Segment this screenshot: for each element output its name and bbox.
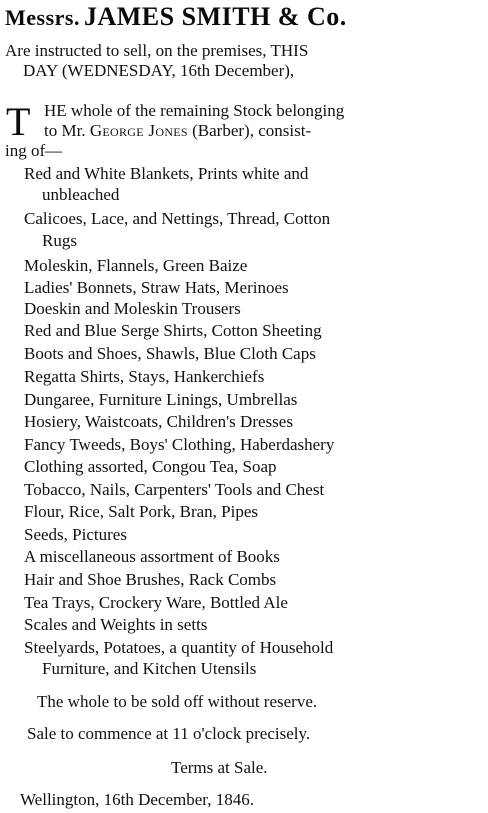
drop-cap-letter: T <box>6 99 31 144</box>
stock-item: Fancy Tweeds, Boys' Clothing, Haberdashery <box>24 435 335 454</box>
body-line-2-prefix: to Mr. <box>44 121 86 140</box>
intro-line-1: Are instructed to sell, on the premises, THIS <box>5 41 309 60</box>
stock-item: Ladies' Bonnets, Straw Hats, Merinoes <box>24 278 289 297</box>
stock-item: Tobacco, Nails, Carpenters' Tools and Chest <box>24 480 325 499</box>
stock-item-continuation: Furniture, and Kitchen Utensils <box>42 659 257 678</box>
stock-item: Red and Blue Serge Shirts, Cotton Sheeting <box>24 321 322 340</box>
stock-item-continuation: Rugs <box>42 231 77 250</box>
sale-start-time: Sale to commence at 11 o'clock precisely. <box>27 724 311 743</box>
stock-item: Clothing assorted, Congou Tea, Soap <box>24 457 277 476</box>
stock-item: Calicoes, Lace, and Nettings, Thread, Cotton <box>24 209 331 228</box>
messrs-label: Messrs. <box>5 5 80 30</box>
advertisement-headline <box>5 2 347 32</box>
stock-item-continuation: unbleached <box>42 185 120 204</box>
stock-item: Scales and Weights in setts <box>24 615 208 634</box>
stock-item: Doeskin and Moleskin Trousers <box>24 299 241 318</box>
stock-item: Dungaree, Furniture Linings, Umbrellas <box>24 390 298 409</box>
stock-item: A miscellaneous assortment of Books <box>24 547 280 566</box>
stock-item: Red and White Blankets, Prints white and <box>24 164 309 183</box>
place-and-date: Wellington, 16th December, 1846. <box>20 790 255 809</box>
stock-item: Boots and Shoes, Shawls, Blue Cloth Caps <box>24 344 316 363</box>
stock-item: Regatta Shirts, Stays, Hankerchiefs <box>24 367 265 386</box>
stock-item: Flour, Rice, Salt Pork, Bran, Pipes <box>24 502 259 521</box>
stock-item: Steelyards, Potatoes, a quantity of Household <box>24 638 334 657</box>
stock-item: Tea Trays, Crockery Ware, Bottled Ale <box>24 593 288 612</box>
body-line-1: HE whole of the remaining Stock belonging <box>44 101 345 120</box>
stock-item: Hosiery, Waistcoats, Children's Dresses <box>24 412 293 431</box>
body-line-2 <box>44 121 311 141</box>
stock-item: Hair and Shoe Brushes, Rack Combs <box>24 570 277 589</box>
body-line-3: ing of— <box>5 141 63 160</box>
proprietor-name: George Jones <box>89 121 188 140</box>
sale-terms: Terms at Sale. <box>171 758 268 777</box>
intro-line-2: DAY (WEDNESDAY, 16th December), <box>23 61 295 80</box>
body-line-2-suffix: (Barber), consist- <box>192 121 312 140</box>
stock-item: Seeds, Pictures <box>24 525 127 544</box>
firm-name: JAMES SMITH & Co. <box>83 2 347 31</box>
stock-item: Moleskin, Flannels, Green Baize <box>24 256 248 275</box>
sale-without-reserve: The whole to be sold off without reserve. <box>37 692 318 711</box>
